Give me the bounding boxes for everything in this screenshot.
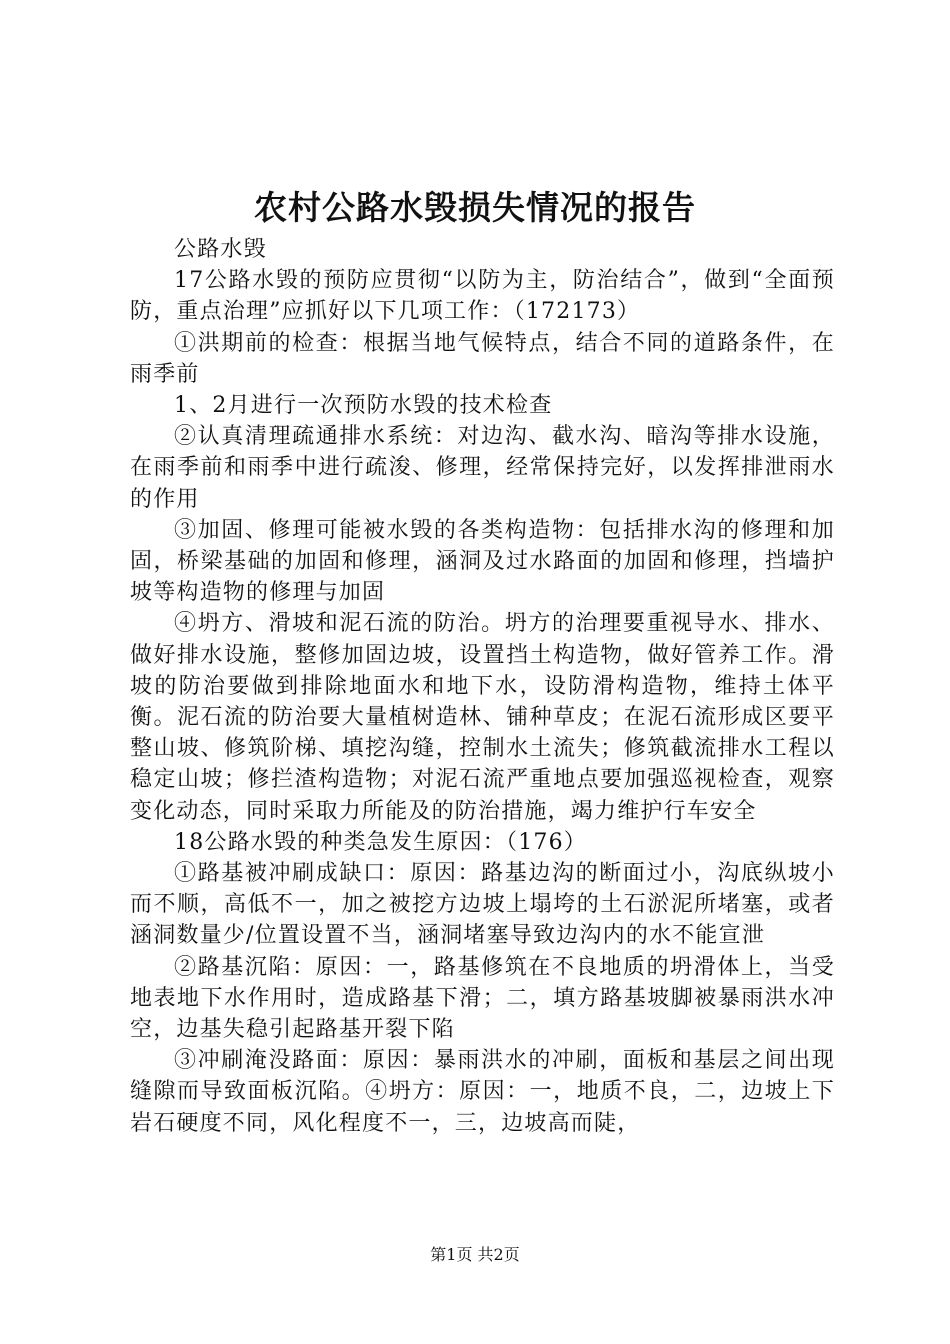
paragraph: 18公路水毁的种类急发生原因：（176）	[174, 829, 587, 855]
paragraph: ②认真清理疏通排水系统：对边沟、截水沟、暗沟等排水设施，在雨季前和雨季中进行疏浚、修理，经常保持完好，以发挥排泄雨水的作用	[130, 424, 835, 512]
paragraph: ③加固、修理可能被水毁的各类构造物：包括排水沟的修理和加固，桥梁基础的加固和修理，涵洞及过水路面的加固和修理，挡墙护坡等构造物的修理与加固	[130, 517, 835, 606]
paragraph: ②路基沉陷：原因：一，路基修筑在不良地质的坍滑体上，当受地表地下水作用时，造成路基下滑；二，填方路基坡脚被暴雨洪水冲空，边基失稳引起路基开裂下陷	[130, 954, 835, 1043]
paragraph: 17公路水毁的预防应贯彻“以防为主，防治结合”，做到“全面预防，重点治理”应抓好以下几项工作：（172173）	[130, 268, 835, 325]
paragraph: ①洪期前的检查：根据当地气候特点，结合不同的道路条件，在雨季前	[130, 330, 835, 387]
page-number-footer: 第1页 共2页	[430, 1245, 520, 1264]
paragraph: ④坍方、滑坡和泥石流的防治。坍方的治理要重视导水、排水、做好排水设施，整修加固边坡，设置挡土构造物，做好管养工作。滑坡的防治要做到排除地面水和地下水，设防滑构造物，维持土体平衡。泥石流的防治要大量植树造林、铺种草皮；在泥石流形成区要平整山坡、修筑阶梯、填挖沟缝，控制水土流失；修筑截流排水工程以稳定山坡；修拦渣构造物；对泥石流严重地点要加强巡视检查，观察变化动态，同时采取力所能及的防治措施，竭力维护行车安全	[130, 611, 835, 824]
document-body	[130, 234, 835, 1139]
paragraph: ①路基被冲刷成缺口：原因：路基边沟的断面过小，沟底纵坡小而不顺，高低不一，加之被挖方边坡上塌垮的土石淤泥所堵塞，或者涵洞数量少/位置设置不当，涵洞堵塞导致边沟内的水不能宣泄	[130, 861, 835, 949]
paragraph: 1、2月进行一次预防水毁的技术检查	[174, 393, 553, 419]
document-title: 农村公路水毁损失情况的报告	[254, 188, 696, 227]
paragraph: ③冲刷淹没路面：原因：暴雨洪水的冲刷，面板和基层之间出现缝隙而导致面板沉陷。④坍方：原因：一，地质不良，二，边坡上下岩石硬度不同，风化程度不一，三，边坡高而陡，	[130, 1048, 835, 1136]
paragraph: 公路水毁	[174, 237, 267, 262]
